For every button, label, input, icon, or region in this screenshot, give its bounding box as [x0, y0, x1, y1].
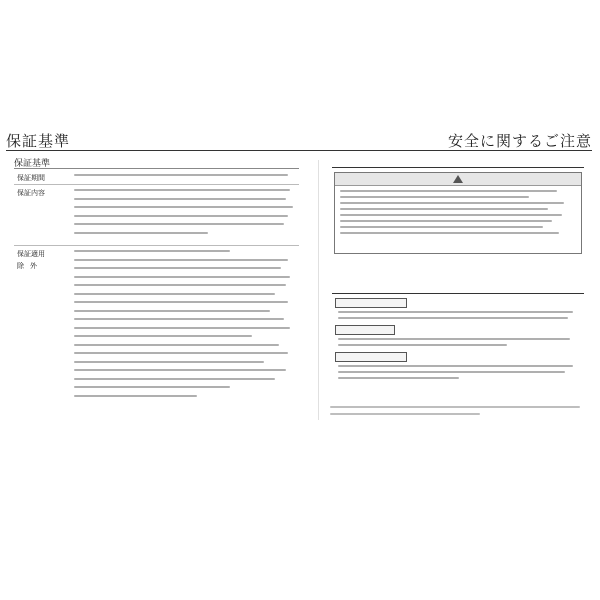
warranty-exclusion-row: [14, 246, 299, 426]
section-rule: [332, 293, 584, 294]
sub-label: [335, 325, 395, 335]
column-divider: [318, 160, 319, 420]
footnote: [330, 413, 480, 415]
text-block: [338, 338, 580, 350]
text-block: [74, 250, 297, 422]
text-block: [74, 174, 297, 180]
subtitle-divider: [14, 168, 299, 169]
warranty-table: [14, 170, 299, 426]
warranty-content-row: [14, 185, 299, 246]
row-label: 保証適用: [17, 250, 45, 258]
text-block: [335, 186, 581, 234]
text-block: [338, 365, 580, 383]
text-block: [74, 189, 297, 241]
section-rule: [332, 167, 584, 168]
row-label: 保証期間: [17, 174, 45, 182]
title-divider: [6, 150, 592, 151]
footnote: [330, 406, 580, 408]
row-label-continued: 除外: [17, 262, 43, 270]
warranty-title: 保証基準: [6, 132, 71, 150]
row-label: 保証内容: [17, 189, 45, 197]
sub-label: [335, 352, 407, 362]
sub-label: [335, 298, 407, 308]
text-block: [338, 311, 580, 323]
warranty-subtitle: 保証基準: [14, 159, 51, 169]
safety-caution-box: [334, 172, 582, 254]
safety-title: 安全に関するご注意: [447, 132, 592, 150]
warning-triangle-icon: [453, 175, 463, 183]
caution-header: [335, 173, 581, 186]
warranty-period-row: [14, 170, 299, 185]
